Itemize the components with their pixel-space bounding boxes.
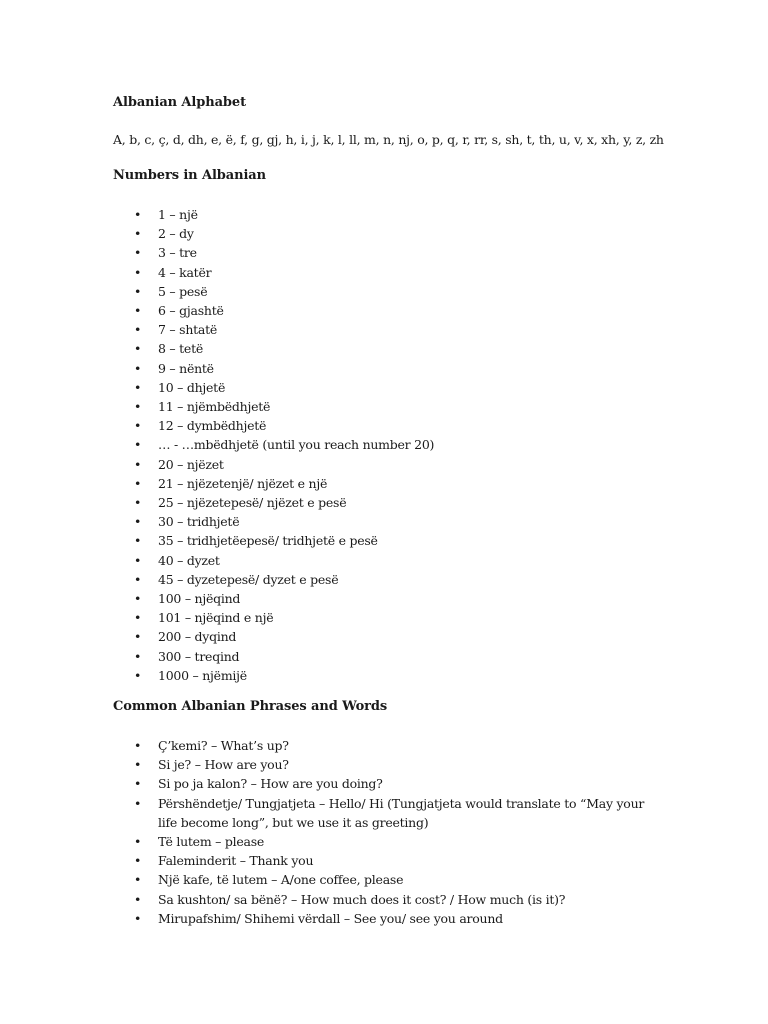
numbers-heading: Numbers in Albanian [113,168,266,183]
list-item [0,243,434,262]
list-item-text: 1 – një [158,207,198,222]
list-item [0,455,434,474]
bullet-marker: • [134,283,142,299]
bullet-marker: • [134,303,142,319]
list-item [0,736,658,755]
bullet-marker: • [134,475,142,491]
list-item [0,870,658,889]
bullet-marker: • [134,322,142,338]
list-item [0,890,658,909]
bullet-marker: • [134,552,142,568]
list-item-text: Si je? – How are you? [158,757,289,773]
bullet-marker: • [134,418,142,434]
list-item-text: 21 – njëzetenjë/ njëzet e një [158,475,328,491]
alphabet-heading: Albanian Alphabet [113,95,246,110]
list-item [0,851,658,870]
list-item [0,359,434,378]
list-item-text: Mirupafshim/ Shihemi vërdall – See you/ see you around [158,910,503,926]
list-item [0,832,658,851]
bullet-marker: • [134,667,142,683]
bullet-marker: • [134,853,142,869]
list-item-text: Ç’kemi? – What’s up? [158,738,289,753]
bullet-marker: • [134,360,142,376]
list-item [0,263,434,282]
bullet-marker: • [134,648,142,664]
bullet-marker: • [134,514,142,530]
alphabet-letters: A, b, c, ç, d, dh, e, ë, f, g, gj, h, i, j, k, l, ll, m, n, nj, o, p, q, r, rr, s, sh, t, th, u, v, x, xh, y, z, zh [113,132,664,147]
list-item-text: Të lutem – please [158,834,265,850]
bullet-marker: • [134,571,142,587]
bullet-marker: • [134,591,142,607]
list-item-text: Faleminderit – Thank you [158,853,314,869]
list-item-text: 200 – dyqind [158,629,237,645]
list-item [0,794,658,832]
bullet-marker: • [134,738,142,753]
bullet-marker: • [134,399,142,415]
bullet-marker: • [134,379,142,395]
bullet-marker: • [134,245,142,261]
list-item [0,397,434,416]
phrases-list [0,736,658,928]
bullet-marker: • [134,610,142,626]
list-item [0,666,434,685]
list-item-text: 8 – tetë [158,341,203,357]
list-item-text: Si po ja kalon? – How are you doing? [158,776,383,792]
bullet-marker: • [134,226,142,242]
list-item-text: 30 – tridhjetë [158,514,240,530]
bullet-marker: • [134,495,142,511]
list-item-text: 2 – dy [158,226,194,242]
list-item [0,774,658,793]
list-item [0,551,434,570]
list-item-text: 300 – treqind [158,648,240,664]
list-item-text: 3 – tre [158,245,197,261]
list-item [0,627,434,646]
bullet-marker: • [134,456,142,472]
phrases-heading: Common Albanian Phrases and Words [113,699,388,714]
list-item-text: 101 – njëqind e një [158,610,274,626]
list-item [0,909,658,928]
list-item-text: 7 – shtatë [158,322,218,338]
bullet-marker: • [134,795,142,811]
list-item-text: Përshëndetje/ Tungjatjeta – Hello/ Hi (Tungjatjeta would translate to “May your life become long”, but we use it as greeting) [158,795,645,830]
list-item-text: 40 – dyzet [158,552,220,568]
list-item [0,224,434,243]
bullet-marker: • [134,264,142,280]
list-item [0,755,658,774]
bullet-marker: • [134,207,142,222]
bullet-marker: • [134,910,142,926]
list-item [0,416,434,435]
list-item-text: … - …mbëdhjetë (until you reach number 20) [158,437,435,453]
list-item [0,378,434,397]
list-item [0,531,434,550]
bullet-marker: • [134,891,142,907]
list-item-text: 5 – pesë [158,283,208,299]
list-item-text: 20 – njëzet [158,456,224,472]
list-item-text: Sa kushton/ sa bënë? – How much does it cost? / How much (is it)? [158,891,566,907]
bullet-marker: • [134,757,142,773]
bullet-marker: • [134,776,142,792]
list-item-text: 9 – nëntë [158,360,214,376]
list-item-text: 10 – dhjetë [158,379,226,395]
list-item [0,512,434,531]
list-item-text: 11 – njëmbëdhjetë [158,399,271,415]
list-item [0,320,434,339]
list-item [0,493,434,512]
list-item-text: 35 – tridhjetëepesë/ tridhjetë e pesë [158,533,378,549]
bullet-marker: • [134,341,142,357]
list-item [0,589,434,608]
bullet-marker: • [134,437,142,453]
list-item-text: 45 – dyzetepesë/ dyzet e pesë [158,571,339,587]
list-item-text: 1000 – njëmijë [158,667,247,683]
bullet-marker: • [134,872,142,888]
list-item-text: 6 – gjashtë [158,303,224,319]
bullet-marker: • [134,533,142,549]
list-item [0,474,434,493]
list-item [0,339,434,358]
list-item-text: Një kafe, të lutem – A/one coffee, please [158,872,404,888]
bullet-marker: • [134,834,142,850]
list-item [0,570,434,589]
numbers-list [0,205,434,685]
list-item [0,435,434,454]
list-item [0,301,434,320]
list-item [0,205,434,224]
list-item-text: 100 – njëqind [158,591,241,607]
bullet-marker: • [134,629,142,645]
list-item [0,608,434,627]
list-item-text: 12 – dymbëdhjetë [158,418,267,434]
list-item [0,282,434,301]
list-item-text: 4 – katër [158,264,212,280]
list-item [0,647,434,666]
list-item-text: 25 – njëzetepesë/ njëzet e pesë [158,495,347,511]
